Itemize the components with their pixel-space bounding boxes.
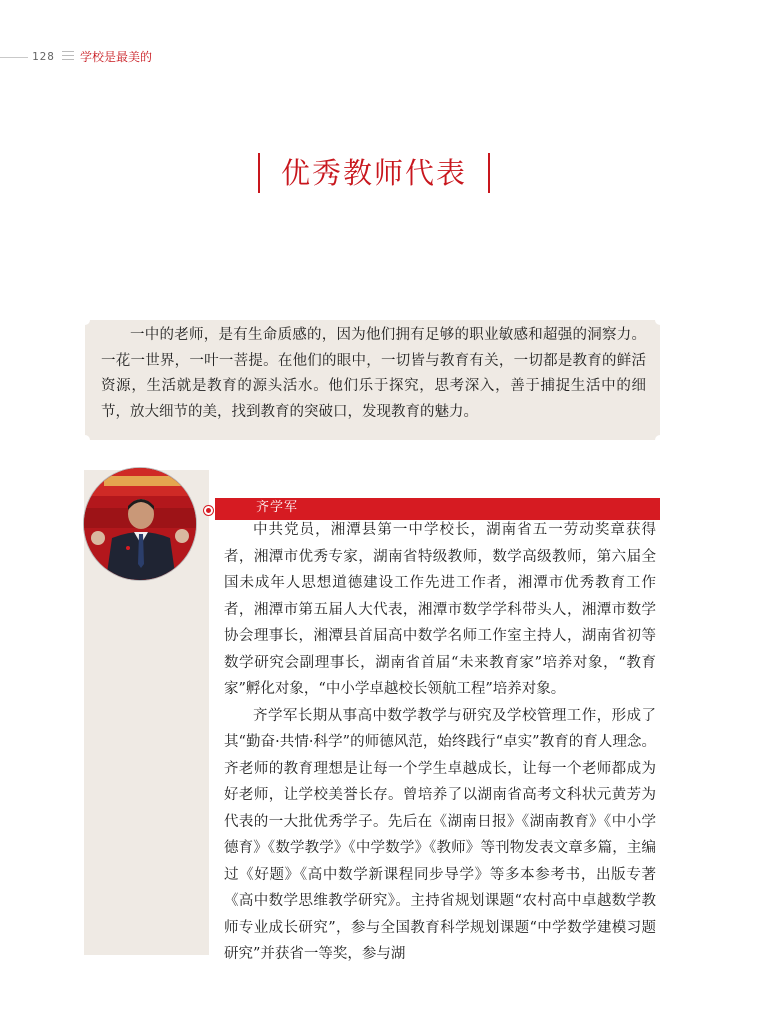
teacher-portrait-photo	[83, 467, 197, 581]
intro-panel	[85, 320, 660, 440]
section-title-frame	[258, 153, 490, 193]
bio-paragraph: 中共党员，湘潭县第一中学校长，湖南省五一劳动奖章获得者，湘潭市优秀专家，湖南省特级教师，数学高级教师，第六届全国未成年人思想道德建设工作先进工作者，湘潭市优秀教育工作者，湘潭市第五届人大代表，湘潭市数学学科带头人，湘潭市数学协会理事长，湘潭县首届高中数学名师工作室主持人，湖南省初等数学研究会副理事长，湖南省首届“未来教育家”培养对象，“教育家”孵化对象，“中小学卓越校长领航工程”培养对象。	[224, 522, 656, 697]
intro-text: 一中的老师，是有生命质感的，因为他们拥有足够的职业敏感和超强的洞察力。一花一世界，一叶一菩提。在他们的眼中，一切皆与教育有关，一切都是教育的鲜活资源，生活就是教育的源头活水。他们乐于探究，思考深入，善于捕捉生活中的细节，放大细节的美，找到教育的突破口，发现教育的魅力。	[101, 327, 646, 420]
teacher-name: 齐学军	[256, 500, 299, 515]
section-title: 优秀教师代表	[280, 155, 467, 190]
teacher-bio	[224, 517, 656, 968]
bio-paragraph: 齐学军长期从事高中数学教学与研究及学校管理工作，形成了其“勤奋·共情·科学”的师德风范，始终践行“卓实”教育的育人理念。齐老师的教育理想是让每一个学生卓越成长，让每一个老师都成为好老师，让学校美誉长存。曾培养了以湖南省高考文科状元黄芳为代表的一大批优秀学子。先后在《湖南日报》《湖南教育》《中小学德育》《数学教学》《中学数学》《教师》等刊物发表文章多篇，主编过《好题》《高中数学新课程同步导学》等多本参考书，出版专著《高中数学思维教学研究》。主持省规划课题“农村高中卓越数学教师专业成长研究”，参与全国教育科学规划课题“中学数学建模习题研究”并获省一等奖，参与湖	[224, 707, 656, 962]
panel-corner	[655, 435, 665, 445]
panel-corner	[80, 435, 90, 445]
header-ornament	[62, 51, 74, 63]
page-number: 128	[32, 50, 55, 63]
name-bullet-dot	[206, 508, 211, 513]
running-title: 学校是最美的	[80, 50, 153, 64]
header-rule	[0, 57, 28, 58]
